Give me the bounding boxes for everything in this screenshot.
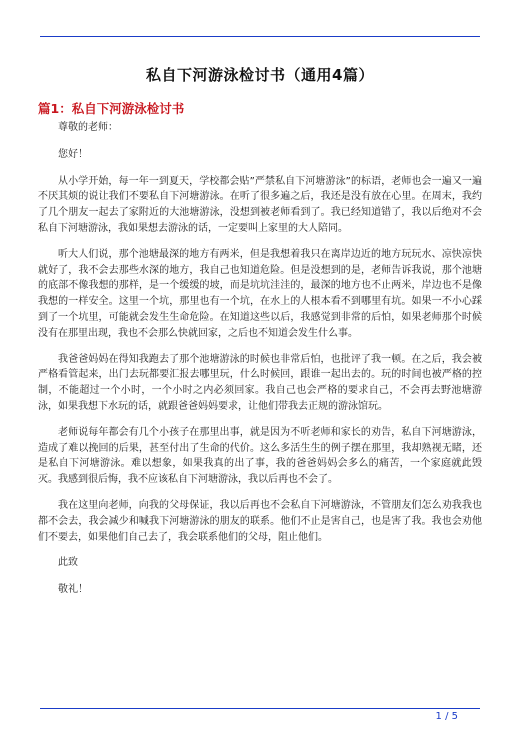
body-paragraph: 我在这里向老师，向我的父母保证，我以后再也不会私自下河塘游泳，不管朋友们怎么劝我我也都不会去，我会减少和喊我下河塘游泳的朋友的联系。他们不止是害自己，也是害了我。我也会劝他们不要去，如果他们自己去了，我会联系他们的父母，阻止他们。 (38, 499, 482, 543)
header-rule (40, 36, 480, 37)
page-indicator: 1 / 5 (435, 711, 458, 722)
body-paragraph: 听大人们说，那个池塘最深的地方有两米，但是我想着我只在离岸边近的地方玩玩水、凉快凉快就好了，我不会去那些水深的地方，我自己也知道危险。但是没想到的是，老师告诉我说，那个池塘的底部不像我想的那样，是一个缓缓的坡，而是坑坑洼洼的，最深的地方也不止两米，岸边也不是像我想的一样安全。这里一个坑，那里也有一个坑，在水上的人根本看不到哪里有坑。如果一不小心踩到了一个坑里，可能就会发生生命危险。在知道这些以后，我感觉到非常的后怕，如果老师那个时候没有在那里出现，我也不会那么快就回家，之后也不知道会发生什么事。 (38, 248, 482, 339)
document-body (38, 120, 482, 609)
closing-salute: 敬礼！ (58, 584, 88, 596)
footer-rule (40, 708, 480, 709)
body-paragraph: 我爸爸妈妈在得知我跑去了那个池塘游泳的时候也非常后怕，也批评了我一顿。在之后，我会被严格看管起来，出门去玩都要汇报去哪里玩，什么时候回，跟谁一起出去的。玩的时间也被严格的控制，不能超过一个小时，一个小时之内必须回家。我自己也会严格的要求自己，不会再去野池塘游泳，如果我想下水玩的话，就跟爸爸妈妈要求，让他们带我去正规的游泳馆玩。 (38, 353, 482, 412)
salutation: 尊敬的老师： (58, 122, 118, 133)
body-paragraph: 从小学开始，每一年一到夏天，学校都会贴”严禁私自下河塘游泳”的标语，老师也会一遍又一遍不厌其烦的说让我们不要私自下河塘游泳。在听了很多遍之后，我还是没有放在心里。在周末，我约了几个朋友一起去了家附近的大池塘游泳，没想到被老师看到了。我已经知道错了，我以后绝对不会私自下河塘游泳，我如果想去游泳的话，一定要叫上家里的大人陪同。 (38, 175, 482, 234)
document-title: 私自下河游泳检讨书（通用4篇） (146, 66, 374, 84)
body-paragraph: 老师说每年都会有几个小孩子在那里出事，就是因为不听老师和家长的劝告，私自下河塘游泳，造成了难以挽回的后果，甚至付出了生命的代价。这么多活生生的例子摆在那里，我却熟视无睹，还是私自下河塘游泳。难以想象，如果我真的出了事，我的爸爸妈妈会多么的痛苦，一个家庭就此毁灭。我感到很后悔，我不应该私自下河塘游泳，我以后再也不会了。 (38, 426, 482, 486)
greeting: 您好！ (58, 148, 88, 160)
section-heading: 篇1：私自下河游泳检讨书 (38, 101, 185, 116)
closing-line: 此致 (58, 557, 78, 569)
